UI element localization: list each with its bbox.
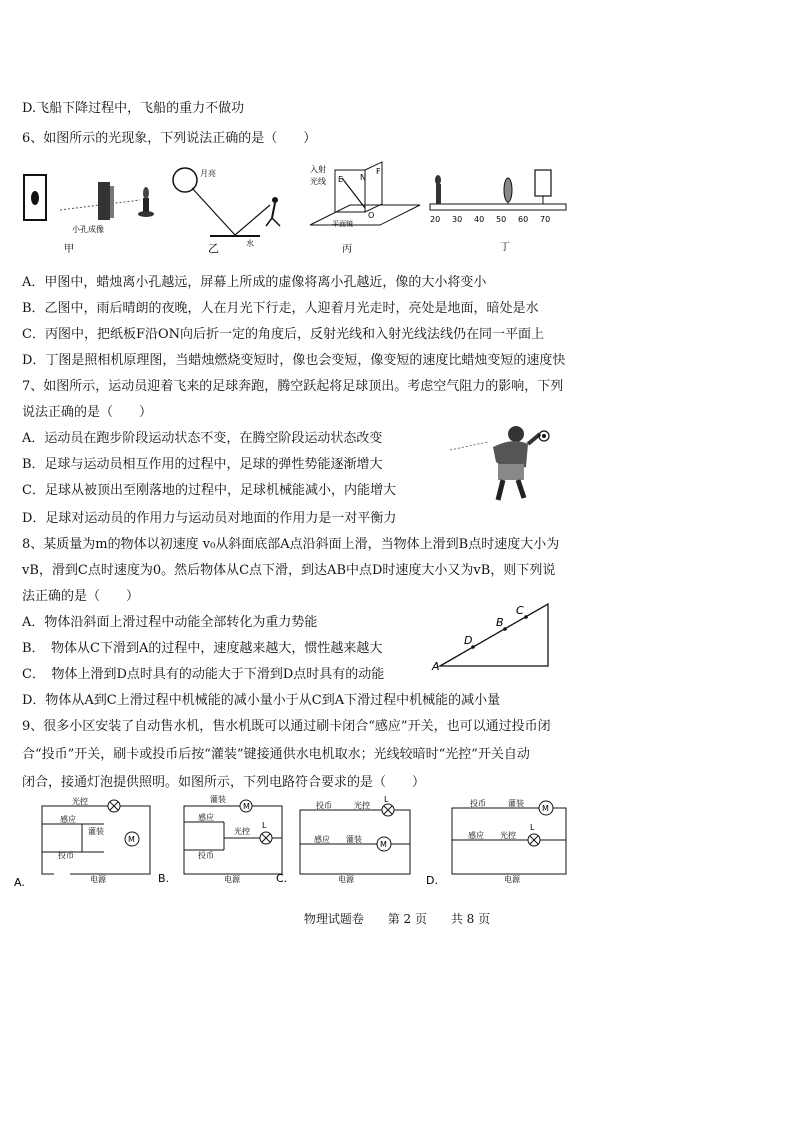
- label-O: O: [368, 211, 375, 220]
- option-a-label: A.: [14, 876, 25, 889]
- d-ganying: 感应: [468, 831, 484, 840]
- moon-label: 月亮: [200, 169, 216, 178]
- d-motor: M: [542, 804, 549, 813]
- d-guanzhuang: 灌装: [508, 799, 524, 808]
- q8-option-a: A．物体沿斜面上滑过程中动能全部转化为重力势能: [22, 615, 318, 630]
- c-motor: M: [380, 840, 387, 849]
- footer-page: 第 2 页: [387, 912, 427, 926]
- q7-option-d: D．足球对运动员的作用力与运动员对地面的作用力是一对平衡力: [22, 511, 397, 526]
- q7-option-c: C．足球从被顶出至刚落地的过程中，足球机械能减小，内能增大: [22, 483, 396, 498]
- c-guanzhuang: 灌装: [346, 835, 362, 844]
- incident-label: 入射: [310, 165, 326, 174]
- a-motor: M: [128, 835, 135, 844]
- ruler-60: 60: [518, 215, 529, 224]
- d-guangkong: 光控: [500, 831, 516, 840]
- d-lamp: L: [530, 823, 535, 832]
- q9-stem-line3: 闭合，接通灯泡提供照明。如图所示，下列电路符合要求的是（ ）: [22, 775, 426, 790]
- q6-option-d: D．丁图是照相机原理图，当蜡烛燃烧变短时，像也会变短，像变短的速度比蜡烛变短的速度快: [22, 353, 566, 368]
- a-source: 电源: [90, 875, 106, 884]
- d-source: 电源: [504, 875, 520, 884]
- c-guangkong: 光控: [354, 801, 370, 810]
- soccer-player-figure: [448, 422, 558, 507]
- a-toubi: 投币: [58, 851, 74, 860]
- q6-option-a: A．甲图中，蜡烛离小孔越远，屏幕上所成的虚像将离小孔越近，像的大小将变小: [22, 275, 487, 290]
- label-B: B: [496, 616, 504, 629]
- page-footer: [0, 910, 794, 927]
- footer-total: 共 8 页: [450, 912, 491, 926]
- q7-stem-line2: 说法正确的是（ ）: [22, 405, 153, 420]
- q8-option-c: C． 物体上滑到D点时具有的动能大于下滑到D点时具有的动能: [22, 667, 385, 682]
- b-ganying: 感应: [198, 813, 214, 822]
- q8-stem-line1: 8、某质量为m的物体以初速度 v₀从斜面底部A点沿斜面上滑，当物体上滑到B点时速度大小为: [22, 537, 560, 552]
- a-guanzhuang: 灌装: [88, 827, 104, 836]
- q8-stem-line2: vB，滑到C点时速度为0。然后物体从C点下滑，到达AB中点D时速度大小又为vB，则下列说: [22, 563, 556, 578]
- moonlight-diagram: [173, 168, 280, 255]
- label-jia: 甲: [64, 244, 74, 255]
- label-yi: 乙: [208, 242, 219, 255]
- q6-figure: [20, 160, 580, 260]
- camera-bench-diagram: [430, 170, 566, 253]
- q7-option-b: B．足球与运动员相互作用的过程中，足球的弹性势能逐渐增大: [22, 457, 383, 472]
- q6-option-b: B．乙图中，雨后晴朗的夜晚，人在月光下行走，人迎着月光走时，亮处是地面，暗处是水: [22, 301, 539, 316]
- b-source: 电源: [224, 875, 240, 884]
- c-source: 电源: [338, 875, 354, 884]
- water-label: 水: [246, 239, 254, 248]
- footer-title: 物理试题卷: [303, 912, 364, 926]
- q6-option-c: C．丙图中，把纸板F沿ON向后折一定的角度后，反射光线和入射光线法线仍在同一平面上: [22, 327, 545, 342]
- reflection-diagram: [310, 162, 420, 255]
- q9-stem-line1: 9、很多小区安装了自动售水机，售水机既可以通过刷卡闭合“感应”开关，也可以通过投币闭: [22, 719, 551, 734]
- c-toubi: 投币: [316, 801, 332, 810]
- mirror-label: 平面镜: [332, 220, 353, 228]
- label-A: A: [432, 660, 440, 673]
- label-F: F: [376, 167, 381, 176]
- q8-stem-line3: 法正确的是（ ）: [22, 589, 140, 604]
- d-toubi: 投币: [470, 799, 486, 808]
- pinhole-diagram: [24, 175, 154, 255]
- label-E: E: [338, 175, 344, 184]
- label-D: D: [464, 634, 473, 647]
- label-bing: 丙: [342, 244, 352, 255]
- label-C: C: [516, 604, 524, 617]
- q7-option-a: A．运动员在跑步阶段运动状态不变，在腾空阶段运动状态改变: [22, 431, 383, 446]
- b-guanzhuang: 灌装: [210, 795, 226, 804]
- q9-stem-line2: 合“投币”开关，刷卡或投币后按“灌装”键接通供水电机取水；光线较暗时“光控”开关自动: [22, 747, 530, 762]
- q6-stem: 6、如图所示的光现象，下列说法正确的是（ ）: [22, 131, 317, 146]
- ruler-50: 50: [496, 215, 507, 224]
- q8-option-b: B． 物体从C下滑到A的过程中，速度越来越大，惯性越来越大: [22, 641, 383, 656]
- ray-label: 光线: [310, 177, 326, 186]
- q8-option-d: D．物体从A到C上滑过程中机械能的减小量小于从C到A下滑过程中机械能的减小量: [22, 693, 501, 708]
- b-guangkong: 光控: [234, 827, 250, 836]
- ruler-40: 40: [474, 215, 485, 224]
- incline-figure: [428, 596, 558, 676]
- b-lamp: L: [262, 821, 267, 830]
- pinhole-label: 小孔成像: [72, 225, 104, 234]
- b-motor: M: [243, 802, 250, 811]
- ruler-70: 70: [540, 215, 551, 224]
- option-c-label: C.: [276, 872, 288, 885]
- b-toubi: 投币: [198, 851, 214, 860]
- q5-option-d: D.飞船下降过程中，飞船的重力不做功: [22, 101, 245, 116]
- q9-circuits: [14, 794, 584, 892]
- a-guangkong: 光控: [72, 797, 88, 806]
- ruler-30: 30: [452, 215, 463, 224]
- q7-stem-line1: 7、如图所示，运动员迎着飞来的足球奔跑，腾空跃起将足球顶出。考虑空气阻力的影响，下列: [22, 379, 564, 394]
- c-ganying: 感应: [314, 835, 330, 844]
- ruler-20: 20: [430, 215, 441, 224]
- option-b-label: B.: [158, 872, 170, 885]
- c-lamp: L: [384, 795, 389, 804]
- option-d-label: D.: [426, 874, 438, 887]
- a-ganying: 感应: [60, 815, 76, 824]
- circuit-b: [184, 800, 282, 874]
- label-ding: 丁: [500, 242, 510, 253]
- label-N: N: [360, 173, 366, 182]
